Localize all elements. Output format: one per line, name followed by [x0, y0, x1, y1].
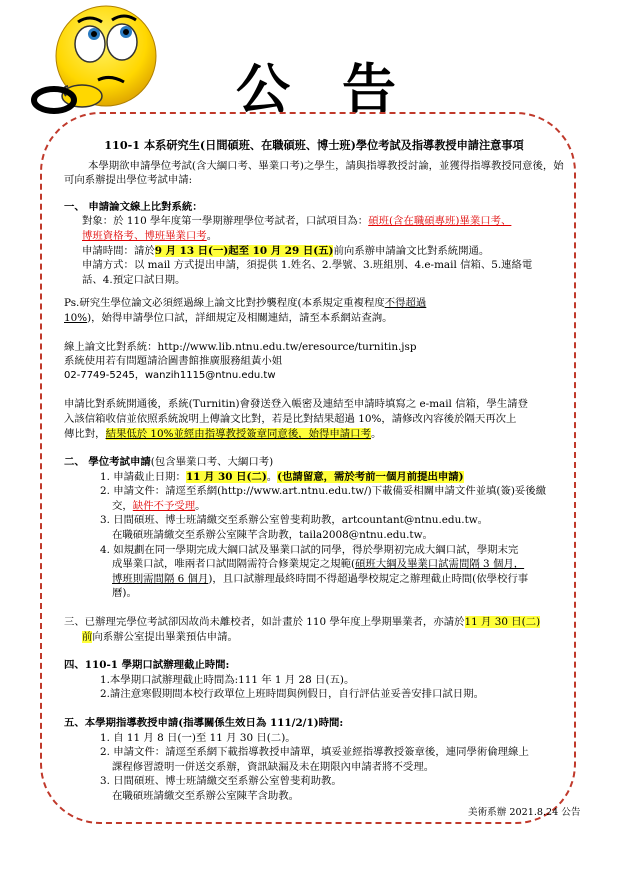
- turnitin-link[interactable]: 線上論文比對系統：http://www.lib.ntnu.edu.tw/eresource/turnitin.jsp: [64, 340, 417, 353]
- item2-prefix: 交，: [112, 499, 133, 512]
- section3-highlight-1: 11 月 30 日(二): [464, 616, 541, 629]
- footer-signature: 美術系辦 2021.8.24 公告: [468, 807, 581, 818]
- item1-label: 1. 申請截止日期：: [100, 470, 186, 483]
- section1-target: [64, 214, 564, 229]
- section4-item-1: 1.本學期口試辦理截止時間為:111 年 1 月 28 日(五)。: [100, 673, 355, 686]
- item4-underline-1: 碩班大綱及畢業口試需間隔 3 個月，: [355, 558, 525, 571]
- target-red-1: 碩班(含在職碩專班)畢業口考、: [368, 215, 512, 228]
- section1-method-2: 話、4.預定口試日期。: [82, 273, 186, 286]
- section4-heading: 四、110-1 學期口試辦理截止時間:: [64, 659, 230, 672]
- ps-line-1: [64, 296, 564, 311]
- section2-item-2-cont: [64, 499, 564, 514]
- section1-time: [64, 244, 564, 259]
- time-label: 申請時間：請於: [82, 244, 155, 257]
- ps-suffix: )，始得申請學位口試，詳細規定及相關連結，請至本系網站查詢。: [87, 311, 393, 324]
- section5-item-3-cont: 在職碩班請繳交至系辦公室陳芊含助教。: [112, 789, 300, 802]
- section5-item-2: 2. 申請文件：請逕至系網下載指導教授申請單，填妥並經指導教授簽章後，連同學術倫理線上: [100, 746, 529, 759]
- section2-heading-bold: 二、 學位考試申請: [64, 456, 151, 469]
- item1-mid: 。: [266, 470, 278, 483]
- banner-char-2: 告: [342, 58, 448, 121]
- announcement-body: [64, 138, 564, 804]
- ps-underline-1: 不得超過: [384, 297, 427, 310]
- target-label: 對象：於 110 學年度第一學期辦理學位考試者，口試項目為：: [82, 215, 369, 228]
- section1-target-cont: [64, 229, 564, 244]
- section2-item-4-cont-3: 曆)。: [112, 587, 137, 600]
- notice-line-3: [64, 427, 564, 442]
- section2-heading-rest: (包含畢業口考、大綱口考): [150, 456, 274, 469]
- item4-rest: )，且口試辦理最終時間不得超過學校規定之辦理截止時間(依學校行事: [208, 572, 529, 585]
- item2-end: 。: [195, 499, 206, 512]
- section3-suffix: 向系辦公室提出畢業預估申請。: [92, 630, 238, 643]
- target-end: 。: [206, 229, 218, 242]
- item4-underline-2: 博班則需間隔 6 個月: [112, 572, 209, 585]
- section2-item-4: 4. 如規劃在同一學期完成大綱口試及畢業口試的同學，得於學期初完成大綱口試，學期末完: [100, 543, 519, 556]
- target-red-2: 博班資格考、博班畢業口考: [82, 229, 207, 242]
- ps-underline-2: 10%: [64, 311, 88, 324]
- intro-paragraph: 本學期欲申請學位考試(含大綱口考、畢業口考)之學生，請與指導教授討論，並獲得指導教授同意後，始可向系辦提出學位考試申請:: [64, 159, 564, 187]
- section5-heading: 五、本學期指導教授申請(指導關係生效日為 111/2/1)時間:: [64, 717, 344, 729]
- document-title: 110-1 本系研究生(日間碩班、在職碩班、博士班)學位考試及指導教授申請注意事項: [104, 138, 524, 152]
- section2-item-3-cont: 在職碩班請繳交至系辦公室陳芊含助教，taila2008@ntnu.edu.tw。: [112, 529, 433, 542]
- time-highlight: 9 月 13 日(一)起至 10 月 29 日(五): [154, 244, 334, 257]
- section1-heading: 一、 申請論文線上比對系統：: [64, 200, 203, 213]
- section3-line-2: [64, 630, 564, 645]
- section5-item-2-cont: 課程修習證明一併送交系辦，資訊缺漏及未在期限內申請者將不受理。: [112, 760, 435, 773]
- section3-highlight-2: 前: [82, 630, 93, 643]
- ps-prefix: Ps.研究生學位論文必須經過線上論文比對抄襲程度(本系規定重複程度: [64, 297, 385, 310]
- item4-prefix: 成畢業口試，唯兩者口試間隔需符合修業規定之規範(: [112, 558, 356, 571]
- time-suffix: 前向系辦申請論文比對系統開通。: [333, 244, 490, 257]
- section1-method-1: 申請方式：以 mail 方式提出申請，須提供 1.姓名、2.學號、3.班組別、4.e-mail 信箱、5.連絡電: [82, 259, 533, 272]
- section2-item-2: 2. 申請文件：請逕至系網(http://www.art.ntnu.edu.tw/)下載備妥相關申請文件並填(簽)妥後繳: [100, 485, 547, 498]
- ps-line-2: [64, 311, 564, 326]
- notice-highlight: 結果低於 10%並經由指導教授簽章同意後，始得申請口考: [105, 427, 371, 440]
- section2-heading: [64, 455, 564, 470]
- notice-prefix: 傳比對，: [64, 427, 106, 440]
- section2-item-3: 3. 日間碩班、博士班請繳交至系辦公室曾斐莉助教，artcountant@ntnu.edu.tw。: [100, 514, 489, 527]
- library-phone-email[interactable]: 02-7749-5245，wanzih1115@ntnu.edu.tw: [64, 369, 276, 381]
- announcement-banner: [236, 60, 456, 120]
- section4-item-2: 2.請注意寒假期間本校行政單位上班時間與例假日，自行評估並妥善安排口試日期。: [100, 688, 484, 701]
- deadline-highlight: 11 月 30 日(二): [185, 470, 267, 483]
- section2-item-1: [64, 470, 564, 485]
- section2-item-4-cont-1: [64, 557, 564, 572]
- missing-docs-warning: 缺件不予受理: [132, 499, 196, 512]
- deadline-note-highlight: (也請留意，需於考前一個月前提出申請): [277, 470, 464, 483]
- thinking-face-icon: [20, 4, 172, 116]
- section5-item-3: 3. 日間碩班、博士班請繳交至系辦公室曾斐莉助教。: [100, 775, 342, 788]
- section5-item-1: 1. 自 11 月 8 日(一)至 11 月 30 日(二)。: [100, 731, 296, 744]
- banner-char-1: 公: [236, 58, 342, 121]
- section3-line-1: [64, 615, 564, 630]
- library-contact: 系統使用若有問題請洽圖書館推廣服務組黃小姐: [64, 355, 283, 368]
- section3-prefix: 三、已辦理完學位考試卻因故尚未離校者，如計畫於 110 學年度上學期畢業者，亦請於: [64, 616, 465, 629]
- section2-item-4-cont-2: [64, 572, 564, 587]
- notice-line-2: 入該信箱收信並依照系統說明上傳論文比對，若是比對結果超過 10%，請修改內容後於隔天再次上: [64, 412, 517, 425]
- notice-end: 。: [370, 427, 382, 440]
- notice-line-1: 申請比對系統開通後，系統(Turnitin)會發送登入帳密及連結至申請時填寫之 e-mail 信箱，學生請登: [64, 398, 528, 411]
